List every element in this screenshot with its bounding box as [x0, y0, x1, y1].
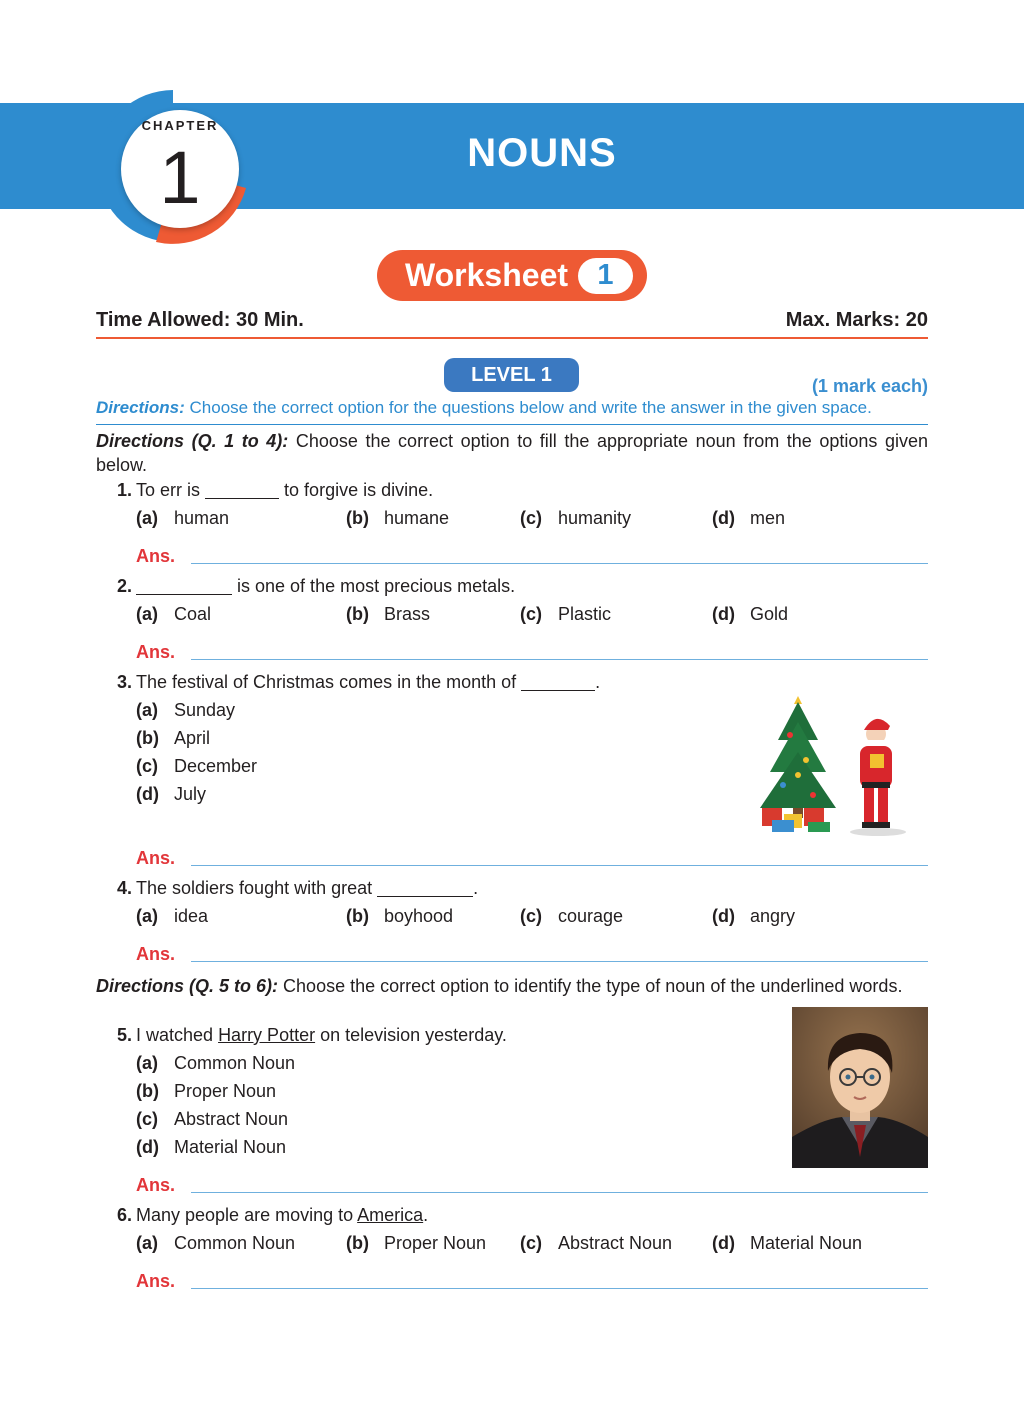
option-a[interactable]	[136, 906, 208, 927]
option-text: Brass	[384, 604, 431, 624]
question-number: 1.	[116, 480, 132, 500]
option-letter: (d)	[712, 1233, 735, 1253]
answer-line[interactable]	[191, 563, 928, 564]
directions-main-text: Choose the correct option for the questions below and write the answer in the given space.	[189, 398, 872, 417]
option-c[interactable]	[136, 1109, 288, 1130]
option-a[interactable]	[136, 508, 229, 529]
question-number: 6.	[116, 1205, 132, 1225]
underlined-word: America	[357, 1205, 424, 1225]
mark-each-note: (1 mark each)	[811, 376, 928, 396]
option-a[interactable]	[136, 700, 235, 721]
option-d[interactable]	[136, 1137, 286, 1158]
directions-q1-4-label: Directions (Q. 1 to 4):	[96, 431, 289, 451]
option-text: December	[174, 756, 258, 776]
option-letter: (d)	[712, 906, 735, 926]
option-letter: (b)	[136, 1081, 159, 1101]
option-text: Material Noun	[174, 1137, 287, 1157]
christmas-tree-santa-illustration	[748, 690, 928, 842]
question-1-text	[136, 480, 433, 501]
fill-blank	[136, 576, 232, 595]
answer-label: Ans.	[136, 848, 176, 868]
question-text-before: Many people are moving to	[136, 1205, 354, 1225]
option-text: human	[174, 508, 230, 528]
option-b[interactable]	[346, 906, 453, 927]
question-number: 2.	[116, 576, 132, 596]
option-letter: (b)	[346, 1233, 369, 1253]
option-letter: (b)	[346, 604, 369, 624]
worksheet-label: Worksheet	[405, 257, 569, 293]
answer-label: Ans.	[136, 642, 176, 662]
option-text: Coal	[174, 604, 212, 624]
chapter-number: 1	[159, 136, 201, 219]
option-b[interactable]	[136, 1081, 276, 1102]
option-b[interactable]	[346, 604, 430, 625]
question-text-before: I watched	[136, 1025, 214, 1045]
option-b[interactable]	[346, 508, 449, 529]
question-3-text	[136, 672, 600, 693]
option-letter: (a)	[136, 604, 158, 624]
option-b[interactable]	[346, 1233, 486, 1254]
question-text-after: is one of the most precious metals.	[237, 576, 516, 596]
option-d[interactable]	[712, 604, 788, 625]
option-text: April	[174, 728, 211, 748]
question-text-after: .	[423, 1205, 429, 1225]
question-text-before: The soldiers fought with great	[136, 878, 373, 898]
question-number: 4.	[116, 878, 132, 898]
option-text: men	[750, 508, 786, 528]
question-text-after: .	[595, 672, 601, 692]
header-divider	[96, 337, 928, 339]
option-d[interactable]	[712, 508, 785, 529]
question-number: 5.	[116, 1025, 132, 1045]
option-letter: (a)	[136, 508, 158, 528]
question-number: 3.	[116, 672, 132, 692]
chapter-label: CHAPTER	[141, 118, 219, 133]
fill-blank	[205, 480, 279, 499]
question-text-after: to forgive is divine.	[284, 480, 434, 500]
option-letter: (c)	[520, 604, 542, 624]
chapter-title: NOUNS	[467, 131, 617, 175]
question-4-text	[136, 878, 478, 899]
option-letter: (c)	[520, 1233, 542, 1253]
level-badge: LEVEL 1	[444, 358, 579, 392]
fill-blank	[377, 878, 473, 897]
time-allowed: Time Allowed: 30 Min.	[96, 309, 304, 331]
option-text: boyhood	[384, 906, 454, 926]
option-a[interactable]	[136, 604, 211, 625]
option-text: Sunday	[174, 700, 236, 720]
option-text: Material Noun	[750, 1233, 863, 1253]
question-text-before: The festival of Christmas comes in the month of	[136, 672, 517, 692]
directions-q5-6-label: Directions (Q. 5 to 6):	[96, 976, 279, 996]
answer-line[interactable]	[191, 1288, 928, 1289]
option-text: humane	[384, 508, 450, 528]
question-2-text	[136, 576, 515, 597]
directions-main-label: Directions:	[96, 398, 185, 417]
option-letter: (a)	[136, 700, 158, 720]
question-5-text	[136, 1025, 507, 1046]
option-text: idea	[174, 906, 209, 926]
option-a[interactable]	[136, 1053, 295, 1074]
option-text: Common Noun	[174, 1053, 296, 1073]
option-b[interactable]	[136, 728, 210, 749]
option-letter: (b)	[136, 728, 159, 748]
answer-label: Ans.	[136, 546, 176, 566]
option-text: Abstract Noun	[558, 1233, 673, 1253]
option-d[interactable]	[712, 906, 795, 927]
option-letter: (a)	[136, 906, 158, 926]
option-text: Common Noun	[174, 1233, 296, 1253]
option-letter: (a)	[136, 1053, 158, 1073]
option-text: courage	[558, 906, 624, 926]
option-text: Proper Noun	[174, 1081, 277, 1101]
directions-q5-6-text: Choose the correct option to identify the type of noun of the underlined words.	[283, 976, 903, 996]
question-text-before: To err is	[136, 480, 201, 500]
option-c[interactable]	[520, 906, 623, 927]
option-letter: (c)	[520, 906, 542, 926]
option-letter: (b)	[346, 906, 369, 926]
option-a[interactable]	[136, 1233, 295, 1254]
harry-potter-photo	[792, 1007, 928, 1168]
option-letter: (d)	[136, 1137, 159, 1157]
option-letter: (d)	[712, 508, 735, 528]
question-text-after: .	[473, 878, 479, 898]
directions-q1-4	[96, 429, 928, 477]
option-d[interactable]	[712, 1233, 862, 1254]
directions-q1-4-text: Choose the correct option to fill the appropriate noun from the options given below.	[96, 431, 928, 475]
directions-main	[96, 398, 872, 418]
option-text: Proper Noun	[384, 1233, 487, 1253]
option-c[interactable]	[136, 756, 257, 777]
option-c[interactable]	[520, 1233, 672, 1254]
option-text: Plastic	[558, 604, 612, 624]
option-letter: (c)	[136, 1109, 158, 1129]
option-text: July	[174, 784, 207, 804]
answer-line[interactable]	[191, 961, 928, 962]
option-d[interactable]	[136, 784, 206, 805]
answer-label: Ans.	[136, 1271, 176, 1291]
option-letter: (d)	[712, 604, 735, 624]
question-6-text	[136, 1205, 428, 1226]
option-text: angry	[750, 906, 796, 926]
option-text: humanity	[558, 508, 632, 528]
underlined-word: Harry Potter	[218, 1025, 316, 1045]
answer-line[interactable]	[191, 865, 928, 866]
option-text: Abstract Noun	[174, 1109, 289, 1129]
answer-line[interactable]	[191, 1192, 928, 1193]
option-letter: (c)	[520, 508, 542, 528]
directions-divider	[96, 424, 928, 425]
option-text: Gold	[750, 604, 789, 624]
option-letter: (c)	[136, 756, 158, 776]
option-letter: (a)	[136, 1233, 158, 1253]
option-c[interactable]	[520, 508, 631, 529]
fill-blank	[521, 672, 595, 691]
answer-label: Ans.	[136, 944, 176, 964]
directions-q5-6	[96, 974, 928, 998]
answer-label: Ans.	[136, 1175, 176, 1195]
question-text-after: on television yesterday.	[320, 1025, 507, 1045]
max-marks: Max. Marks: 20	[785, 309, 928, 331]
answer-line[interactable]	[191, 659, 928, 660]
option-letter: (d)	[136, 784, 159, 804]
worksheet-number: 1	[597, 259, 614, 291]
option-letter: (b)	[346, 508, 369, 528]
option-c[interactable]	[520, 604, 611, 625]
